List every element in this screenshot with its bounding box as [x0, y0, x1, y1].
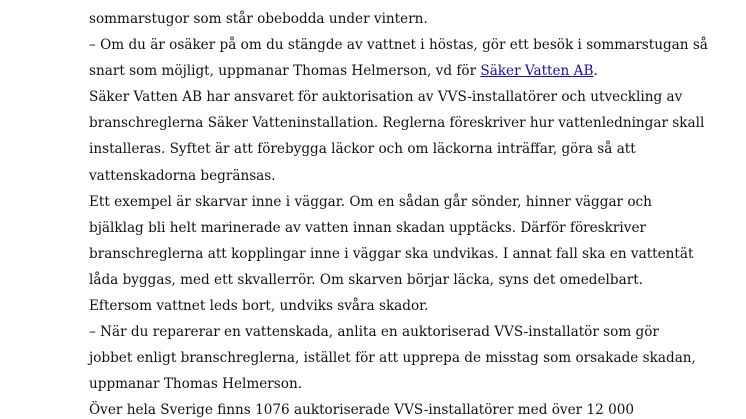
text-line: – Om du är osäker på om du stängde av vattnet i höstas, gör ett besök i sommarstugan så: [89, 37, 708, 54]
text-line: – När du reparerar en vattenskada, anlita en auktoriserad VVS-installatör som gör: [89, 324, 659, 341]
text-line: Säker Vatten AB har ansvaret för auktorisation av VVS-installatörer och utveckling av: [89, 89, 683, 106]
text-line: Ett exempel är skarvar inne i väggar. Om en sådan går sönder, hinner väggar och: [89, 193, 652, 210]
text-line: bjälklag bli helt marinerade av vatten innan skadan upptäcks. Därför föreskriver: [89, 219, 646, 236]
text-line: vattenskadorna begränsas.: [89, 167, 276, 184]
text-line: låda byggas, med ett skvallerrör. Om skarven börjar läcka, syns det omedelbart.: [89, 271, 643, 288]
text-line: uppmanar Thomas Helmerson.: [89, 376, 303, 393]
text-line-with-link: [89, 58, 729, 84]
article-body: [89, 6, 729, 419]
text-line: sommarstugor som står obebodda under vintern.: [89, 11, 428, 27]
text-line: branschreglerna att kopplingar inne i väggar ska undvikas. I annat fall ska en vattentät: [89, 245, 694, 262]
text-line: installeras. Syftet är att förebygga läckor och om läckorna inträffar, göra så att: [89, 141, 636, 158]
text-line: Eftersom vattnet leds bort, undviks svåra skador.: [89, 298, 429, 315]
text-line: jobbet enligt branschreglerna, istället för att upprepa de misstag som orsakade skadan,: [89, 350, 696, 367]
text-segment: snart som möjligt, uppmanar Thomas Helmerson, vd för: [89, 63, 481, 80]
saker-vatten-link[interactable]: Säker Vatten AB: [480, 63, 594, 80]
text-line: Över hela Sverige finns 1076 auktoriserade VVS-installatörer med över 12 000: [89, 402, 635, 419]
text-segment: .: [593, 63, 598, 80]
text-line: branschreglerna Säker Vatteninstallation. Reglerna föreskriver hur vattenledningar skall: [89, 115, 705, 132]
